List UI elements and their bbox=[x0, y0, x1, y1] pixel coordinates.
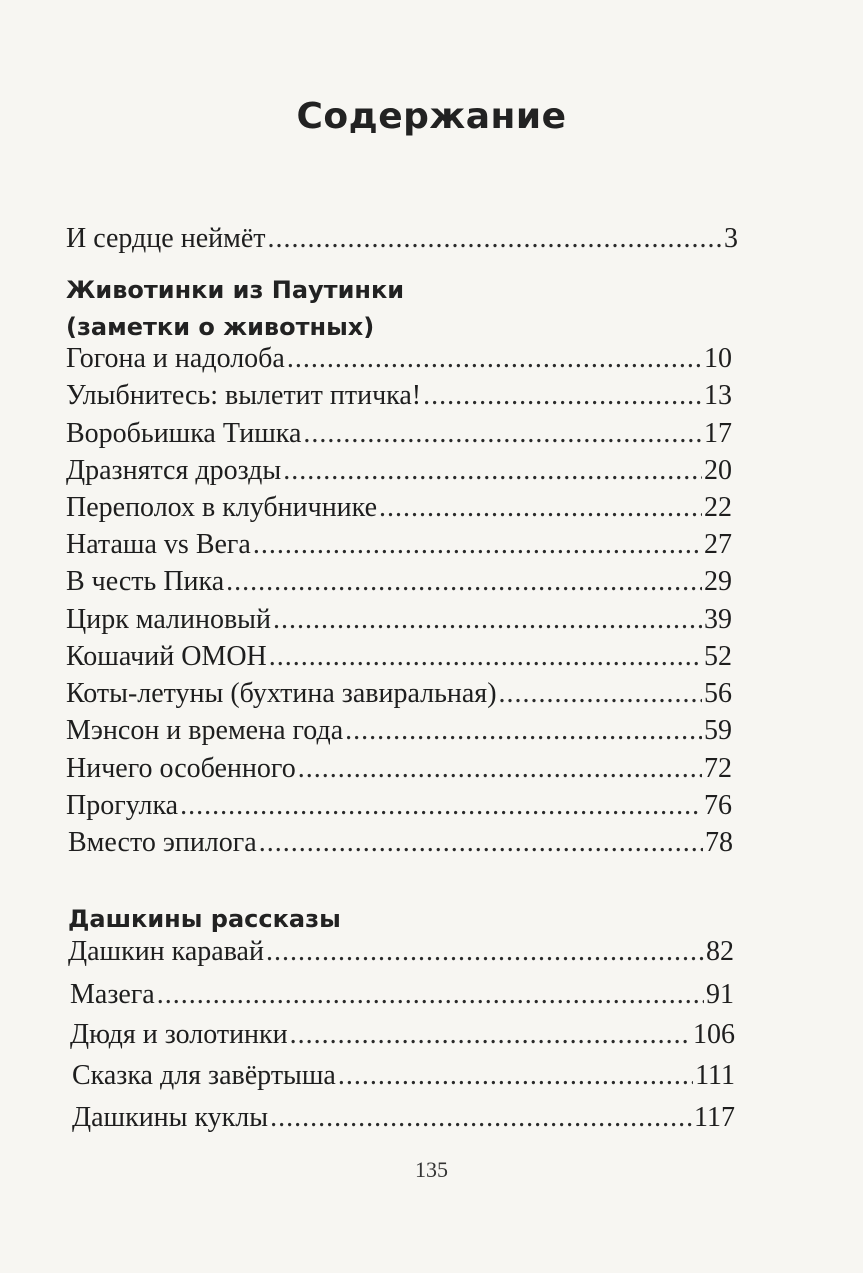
toc-entry bbox=[66, 639, 732, 675]
toc-entry-label: Коты-летуны (бухтина завиральная) bbox=[66, 678, 497, 709]
page-title: Содержание bbox=[296, 96, 567, 137]
section-heading-subtitle: (заметки о животных) bbox=[66, 313, 375, 341]
leader-dots bbox=[379, 490, 702, 526]
toc-entry bbox=[66, 416, 732, 452]
toc-entry-label: Гогона и надолоба bbox=[66, 343, 285, 374]
toc-entry bbox=[66, 751, 732, 787]
leader-dots bbox=[290, 1017, 691, 1053]
leader-dots bbox=[273, 602, 702, 638]
toc-entry bbox=[66, 564, 732, 600]
toc-entry bbox=[66, 676, 732, 712]
toc-entry-page: 29 bbox=[704, 566, 732, 597]
leader-dots bbox=[338, 1058, 693, 1094]
toc-entry-label: Наташа vs Вега bbox=[66, 529, 251, 560]
leader-dots bbox=[269, 639, 702, 675]
leader-dots bbox=[303, 416, 702, 452]
leader-dots bbox=[157, 977, 704, 1013]
leader-dots bbox=[298, 751, 702, 787]
toc-entry-page: 39 bbox=[704, 604, 732, 635]
toc-entry-label: Дразнятся дрозды bbox=[66, 455, 282, 486]
leader-dots bbox=[268, 221, 723, 257]
leader-dots bbox=[259, 825, 703, 861]
toc-entry-page: 20 bbox=[704, 455, 732, 486]
section-heading: Дашкины рассказы bbox=[68, 905, 341, 933]
toc-entry-label: Дюдя и золотинки bbox=[70, 1019, 288, 1050]
toc-entry bbox=[72, 1058, 735, 1094]
toc-entry-label: И сердце неймёт bbox=[66, 223, 266, 254]
toc-entry-label: Дашкины куклы bbox=[72, 1102, 269, 1133]
leader-dots bbox=[345, 713, 702, 749]
toc-entry-label: Ничего особенного bbox=[66, 753, 296, 784]
toc-entry-page: 91 bbox=[706, 979, 734, 1010]
toc-entry-page: 111 bbox=[695, 1060, 735, 1091]
toc-entry-intro bbox=[66, 221, 738, 257]
toc-entry-page: 78 bbox=[705, 827, 733, 858]
toc-entry-label: Мэнсон и времена года bbox=[66, 715, 344, 746]
toc-entry-page: 13 bbox=[704, 380, 732, 411]
toc-entry-page: 72 bbox=[704, 753, 732, 784]
toc-entry-page: 22 bbox=[704, 492, 732, 523]
toc-entry-page: 52 bbox=[704, 641, 732, 672]
toc-entry bbox=[70, 977, 734, 1013]
toc-entry bbox=[66, 341, 732, 377]
toc-entry-page: 17 bbox=[704, 418, 732, 449]
leader-dots bbox=[253, 527, 702, 563]
toc-entry-page: 82 bbox=[706, 936, 734, 967]
leader-dots bbox=[423, 378, 702, 414]
toc-entry-label: Переполох в клубничнике bbox=[66, 492, 377, 523]
leader-dots bbox=[180, 788, 702, 824]
toc-entry-page: 56 bbox=[704, 678, 732, 709]
toc-entry-label: Дашкин каравай bbox=[68, 936, 264, 967]
toc-entry bbox=[66, 602, 732, 638]
toc-entry-label: Цирк малиновый bbox=[66, 604, 271, 635]
leader-dots bbox=[499, 676, 702, 712]
toc-entry bbox=[68, 934, 734, 970]
toc-entry-label: Сказка для завёртыша bbox=[72, 1060, 336, 1091]
toc-entry-label: Кошачий ОМОН bbox=[66, 641, 267, 672]
toc-entry-label: Воробьишка Тишка bbox=[66, 418, 302, 449]
toc-entry bbox=[66, 788, 732, 824]
page-number: 135 bbox=[415, 1157, 448, 1182]
section-heading: Животинки из Паутинки bbox=[66, 276, 405, 304]
toc-entry-page: 117 bbox=[694, 1102, 735, 1133]
leader-dots bbox=[226, 564, 702, 600]
toc-entry-page: 10 bbox=[704, 343, 732, 374]
toc-entry bbox=[68, 825, 733, 861]
toc-entry bbox=[66, 527, 732, 563]
toc-entry-page: 59 bbox=[704, 715, 732, 746]
toc-entry bbox=[66, 378, 732, 414]
leader-dots bbox=[270, 1100, 692, 1136]
toc-entry-page: 3 bbox=[724, 223, 738, 254]
toc-entry-page: 106 bbox=[693, 1019, 735, 1050]
toc-entry-page: 27 bbox=[704, 529, 732, 560]
toc-entry bbox=[66, 713, 732, 749]
toc-entry bbox=[72, 1100, 735, 1136]
toc-entry-label: В честь Пика bbox=[66, 566, 225, 597]
leader-dots bbox=[283, 453, 702, 489]
toc-entry bbox=[66, 453, 732, 489]
toc-entry-label: Мазега bbox=[70, 979, 155, 1010]
toc-entry-label: Улыбнитесь: вылетит птичка! bbox=[66, 380, 422, 411]
toc-entry bbox=[70, 1017, 735, 1053]
toc-entry bbox=[66, 490, 732, 526]
toc-entry-label: Прогулка bbox=[66, 790, 179, 821]
leader-dots bbox=[266, 934, 704, 970]
leader-dots bbox=[287, 341, 702, 377]
toc-entry-label: Вместо эпилога bbox=[68, 827, 257, 858]
toc-entry-page: 76 bbox=[704, 790, 732, 821]
